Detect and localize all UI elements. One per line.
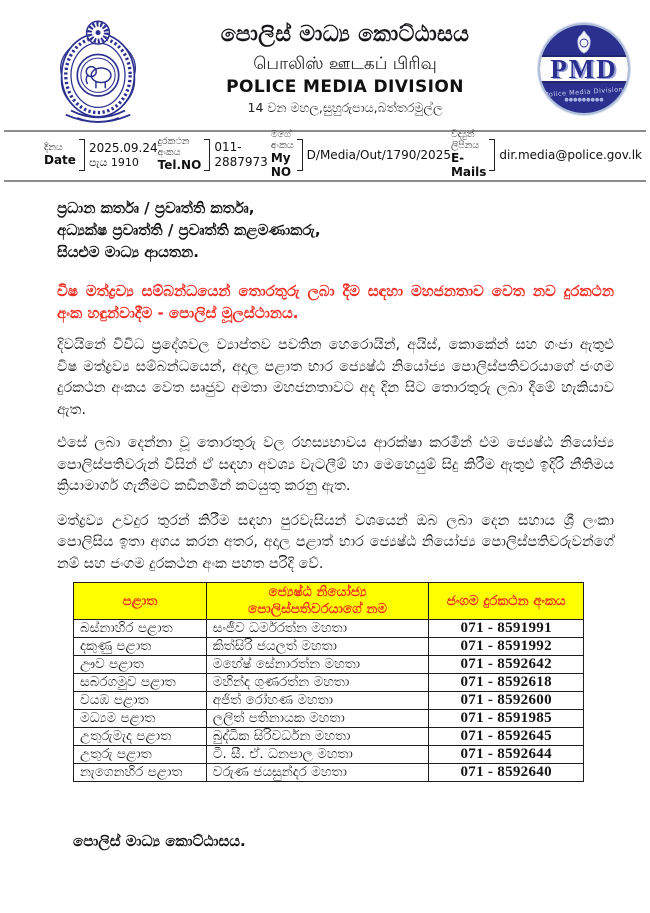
cell-province: නැගෙනහිර පළාත xyxy=(74,764,207,782)
date-value: 2025.09.24 xyxy=(88,140,158,155)
table-row xyxy=(74,692,584,710)
recipient-line: අධ්‍යක්ෂ ප්‍රවෘත්ති / ප්‍රවෘත්ති කළමණාකරු, xyxy=(57,221,321,239)
table-row xyxy=(74,620,584,638)
police-crest-icon xyxy=(46,15,150,123)
my-no-value: D/Media/Out/1790/2025 xyxy=(306,147,451,162)
table-row xyxy=(74,674,584,692)
date-label-english: Date xyxy=(44,152,76,167)
paragraph-1: දිවයිනේ විවිධ ප්‍රදේශවල ව්‍යාප්තව පවතින හෙරොයින්, අයිස්, කොකේන් සහ ගංජා ඇතුළු විෂ මත්ද්‍රව්‍ය සම්බන්ධයෙන්, අදාල පළාත භාර ජ්‍යෙෂ්ඨ නියෝජ්‍ය පොලිස්පතිවරයාගේ ජංගම දුරකථන අංකය වෙත සෘජුව අමතා මහජනතාවට අද දින සිට තොරතුරු ලබා දීමේ හැකියාව ඇත. xyxy=(57,337,614,418)
divider-bottom xyxy=(4,180,646,182)
cell-phone: 071 - 8591991 xyxy=(429,620,584,638)
org-title-tamil: பொலிஸ் ஊடகப் பிரிவு xyxy=(253,53,437,74)
table-row xyxy=(74,764,584,782)
cell-phone: 071 - 8592645 xyxy=(429,728,584,746)
table-row xyxy=(74,728,584,746)
recipient-line: ප්‍රධාන කර්තෘ / ප්‍රවෘත්ති කර්තෘ, xyxy=(57,199,255,217)
my-no-label-sinhala: මගේ අංකය xyxy=(270,129,294,152)
cell-province: සබරගමුව පළාත xyxy=(74,674,207,692)
cell-phone: 071 - 8591992 xyxy=(429,638,584,656)
cell-province: වයඹ පළාත xyxy=(74,692,207,710)
cell-province: උතුරු පළාත xyxy=(74,746,207,764)
email-field xyxy=(451,130,642,179)
table-row xyxy=(74,656,584,674)
police-crest-logo xyxy=(46,15,158,123)
recipient-line: සියළුම මාධ්‍ය ආයතන. xyxy=(57,243,199,261)
press-release-headline: විෂ මත්ද්‍රව්‍ය සම්බන්ධයෙන් තොරතුරු ලබා දීම සඳහා මහජනතාව වෙත නව දුරකථන අංක හඳුන්වාදීම - පොලිස් මූලස්ථානය. xyxy=(57,282,614,322)
cell-name: ටී. සී. ඒ. ධනපාල මහතා xyxy=(206,746,429,764)
signature-line: පොලිස් මාධ්‍ය කොට්ඨාසය. xyxy=(73,832,246,850)
pmd-mini-crest-icon xyxy=(574,30,594,54)
date-field xyxy=(44,139,158,171)
pmd-logo-circle xyxy=(538,23,630,115)
pmd-logo-subtext2: ●●●●●●●●● xyxy=(564,97,604,103)
cell-phone: 071 - 8592600 xyxy=(429,692,584,710)
header-phone: ජංගම දුරකථන අංකය xyxy=(429,583,584,620)
cell-province: උතුරුමැද පළාත xyxy=(74,728,207,746)
cell-province: බස්නාහිර පළාත xyxy=(74,620,207,638)
bracket-decoration xyxy=(489,139,495,171)
cell-province: මධ්‍යම පළාත xyxy=(74,710,207,728)
cell-province: දකුණු පළාත xyxy=(74,638,207,656)
cell-name: කිත්සිරි ජයලත් මහතා xyxy=(206,638,429,656)
cell-phone: 071 - 8591985 xyxy=(429,710,584,728)
tel-label-sinhala: දුරකථන අංකය xyxy=(157,136,190,159)
pmd-logo xyxy=(532,23,636,115)
bracket-decoration xyxy=(79,139,85,171)
table-header-row xyxy=(74,583,584,620)
my-number-field xyxy=(271,130,451,179)
header-name: ජ්‍යෙෂ්ඨ නියෝජ්‍ය පොලිස්පතිවරයාගේ නම xyxy=(206,583,429,620)
cell-name: අජිත් රෝහණ මහතා xyxy=(206,692,429,710)
pmd-logo-subtext: Police Media Division xyxy=(544,85,624,99)
table-row xyxy=(74,710,584,728)
org-title-english: POLICE MEDIA DIVISION xyxy=(226,77,464,98)
cell-name: ලලිත් පතිනායක මහතා xyxy=(206,710,429,728)
org-title-sinhala: පොලිස් මාධ්‍ය කොට්ඨාසය xyxy=(220,22,470,48)
recipient-block xyxy=(57,197,614,263)
time-value: පැය 1910 xyxy=(88,155,139,169)
my-no-label-english: My NO xyxy=(270,151,292,179)
table-row xyxy=(74,638,584,656)
email-label-sinhala: විද්‍යුත් ලිපිනය xyxy=(450,129,480,152)
paragraph-3: මත්ද්‍රව්‍ය උවදුර තුරන් කිරීම සඳහා පුරවැසියන් වශයෙන් ඔබ ලබා දෙන සහාය ශ්‍රී ලංකා පොලිසිය ඉතා අගය කරන අතර, අදාල පළාත් භාර ජ්‍යෙෂ්ඨ නියෝජ්‍ය පොලිස්පතිවරුවන්ගේ නම් සහ ජංගම දුරකථන අංක පහත පරිදි වේ. xyxy=(57,512,614,572)
email-label-english: E-Mails xyxy=(450,151,487,179)
cell-phone: 071 - 8592642 xyxy=(429,656,584,674)
tel-label-english: Tel.NO xyxy=(157,158,202,173)
cell-phone: 071 - 8592618 xyxy=(429,674,584,692)
letterhead-titles xyxy=(158,23,532,114)
email-value: dir.media@police.gov.lk xyxy=(499,147,642,162)
letterhead xyxy=(0,0,650,128)
cell-name: මහින්ද ගුණරත්න මහතා xyxy=(206,674,429,692)
cell-province: ඌව පළාත xyxy=(74,656,207,674)
cell-name: මහේෂ් සේනාරත්න මහතා xyxy=(206,656,429,674)
contact-numbers-table xyxy=(73,582,584,782)
telephone-field xyxy=(158,137,271,173)
paragraph-2: එසේ ලබා දෙන්නා වූ තොරතුරු වල රහස්‍යභාවය ආරක්ෂා කරමින් එම ජ්‍යෙෂ්ඨ නියෝජ්‍ය පොලිස්පතිවරුන් විසින් ඒ සඳහා අවශ්‍ය වැටලීම් හා මෙහෙයුම් සිදු කිරීම ඇතුළු ඉදිරි නීතිමය ක්‍රියාමාර්ග ගැනීමට කඩිනමින් කටයුතු කරනු ඇත. xyxy=(57,435,615,494)
cell-phone: 071 - 8592644 xyxy=(429,746,584,764)
table-row xyxy=(74,746,584,764)
cell-phone: 071 - 8592640 xyxy=(429,764,584,782)
date-label-sinhala: දිනය xyxy=(44,141,63,153)
bracket-decoration xyxy=(297,139,303,171)
org-address: 14 වන මහල,සුහුරුපාය,බත්තරමුල්ල xyxy=(247,99,443,115)
cell-name: බුද්ධික සිරිවර්ධන මහතා xyxy=(206,728,429,746)
cell-name: වරුණ ජයසුන්දර මහතා xyxy=(206,764,429,782)
reference-info-bar xyxy=(0,129,650,179)
tel-value: 011-2887973 xyxy=(214,139,268,169)
pmd-band xyxy=(538,55,630,83)
cell-name: සංජීව ධර්මරත්න මහතා xyxy=(206,620,429,638)
letter-body xyxy=(57,197,614,850)
header-province: පළාත xyxy=(74,583,207,620)
bracket-decoration xyxy=(204,139,210,171)
pmd-logo-text: PMD xyxy=(550,53,618,84)
